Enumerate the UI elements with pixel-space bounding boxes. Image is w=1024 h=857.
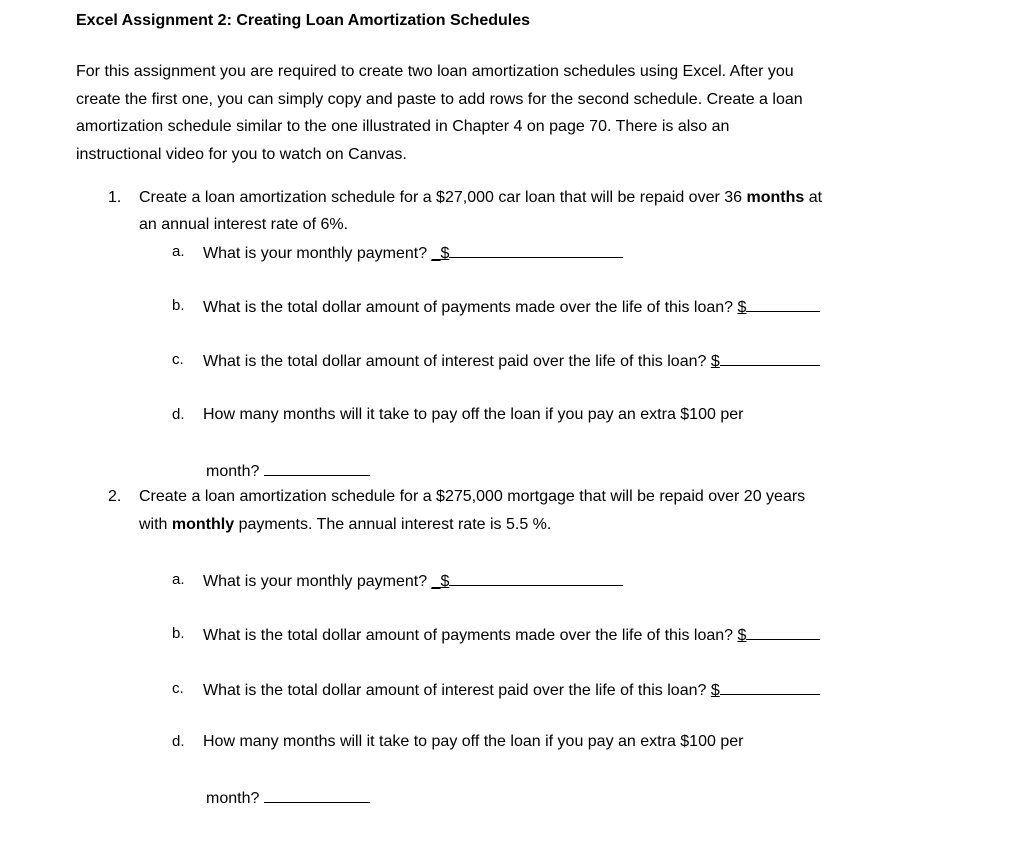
intro-line: amortization schedule similar to the one illustrated in Chapter 4 on page 70. There is also an: [76, 118, 730, 135]
answer-blank-1a[interactable]: [449, 242, 623, 258]
question-2a: [203, 570, 623, 592]
question-1d-text: How many months will it take to pay off the loan if you pay an extra $100 per: [203, 406, 744, 423]
question-1-text: Create a loan amortization schedule for a $27,000 car loan that will be repaid over 36: [139, 189, 747, 206]
question-1d-continuation: [206, 460, 370, 482]
answer-prefix: _$: [431, 573, 450, 590]
question-2-text: with: [139, 516, 172, 533]
intro-paragraph: [76, 58, 956, 168]
question-1-text-end: at: [804, 189, 823, 206]
intro-line: instructional video for you to watch on Canvas.: [76, 145, 407, 163]
question-2b-text: What is the total dollar amount of payments made over the life of this loan?: [203, 627, 738, 644]
question-1b-text: What is the total dollar amount of payments made over the life of this loan?: [203, 299, 738, 316]
question-1-bold: months: [746, 189, 805, 206]
question-2d-continuation: [206, 787, 370, 809]
question-2d-month: month?: [206, 790, 264, 807]
answer-blank-2d[interactable]: [264, 787, 370, 803]
question-2b: [203, 624, 820, 646]
answer-prefix: $: [710, 682, 720, 699]
question-1d-letter: d.: [172, 406, 185, 423]
question-1b-letter: b.: [172, 297, 185, 314]
question-1a-letter: a.: [172, 243, 185, 260]
question-2d-letter: d.: [172, 733, 185, 750]
question-2-line-2: [139, 515, 551, 535]
question-2d-text: How many months will it take to pay off the loan if you pay an extra $100 per: [203, 733, 744, 750]
answer-blank-1c[interactable]: [720, 350, 820, 366]
answer-blank-1d[interactable]: [264, 460, 370, 476]
answer-prefix: _$: [431, 245, 450, 262]
answer-prefix: $: [737, 299, 747, 316]
question-2-number: 2.: [108, 488, 122, 505]
question-1c: [203, 350, 820, 372]
answer-blank-2c[interactable]: [720, 679, 820, 695]
question-2a-letter: a.: [172, 571, 185, 588]
question-2c: [203, 679, 820, 701]
answer-blank-1b[interactable]: [746, 296, 820, 312]
question-2a-text: What is your monthly payment?: [203, 573, 432, 590]
question-1-number: 1.: [108, 189, 122, 206]
question-1-line-2: an annual interest rate of 6%.: [139, 216, 349, 233]
question-1b: [203, 296, 820, 318]
answer-blank-2b[interactable]: [746, 624, 820, 640]
intro-line: create the first one, you can simply copy and paste to add rows for the second schedule. Create a loan: [76, 90, 803, 108]
question-2b-letter: b.: [172, 625, 185, 642]
intro-line: For this assignment you are required to create two loan amortization schedules using Excel. After you: [76, 63, 794, 80]
question-2-text-end: payments. The annual interest rate is 5.5 %.: [234, 516, 552, 533]
question-2c-letter: c.: [172, 680, 184, 697]
answer-prefix: $: [710, 353, 720, 370]
document-title: Excel Assignment 2: Creating Loan Amortization Schedules: [76, 12, 531, 29]
answer-blank-2a[interactable]: [449, 570, 623, 586]
question-2-bold: monthly: [171, 516, 235, 533]
question-1c-letter: c.: [172, 351, 184, 368]
question-1d-month: month?: [206, 463, 264, 480]
question-1-line-1: [139, 188, 822, 208]
question-1a-text: What is your monthly payment?: [203, 245, 432, 262]
answer-prefix: $: [737, 627, 747, 644]
question-2-line-1: Create a loan amortization schedule for a $275,000 mortgage that will be repaid over 20 years: [139, 488, 806, 505]
question-1c-text: What is the total dollar amount of interest paid over the life of this loan?: [203, 353, 711, 370]
question-1a: [203, 242, 623, 264]
question-2c-text: What is the total dollar amount of interest paid over the life of this loan?: [203, 682, 711, 699]
